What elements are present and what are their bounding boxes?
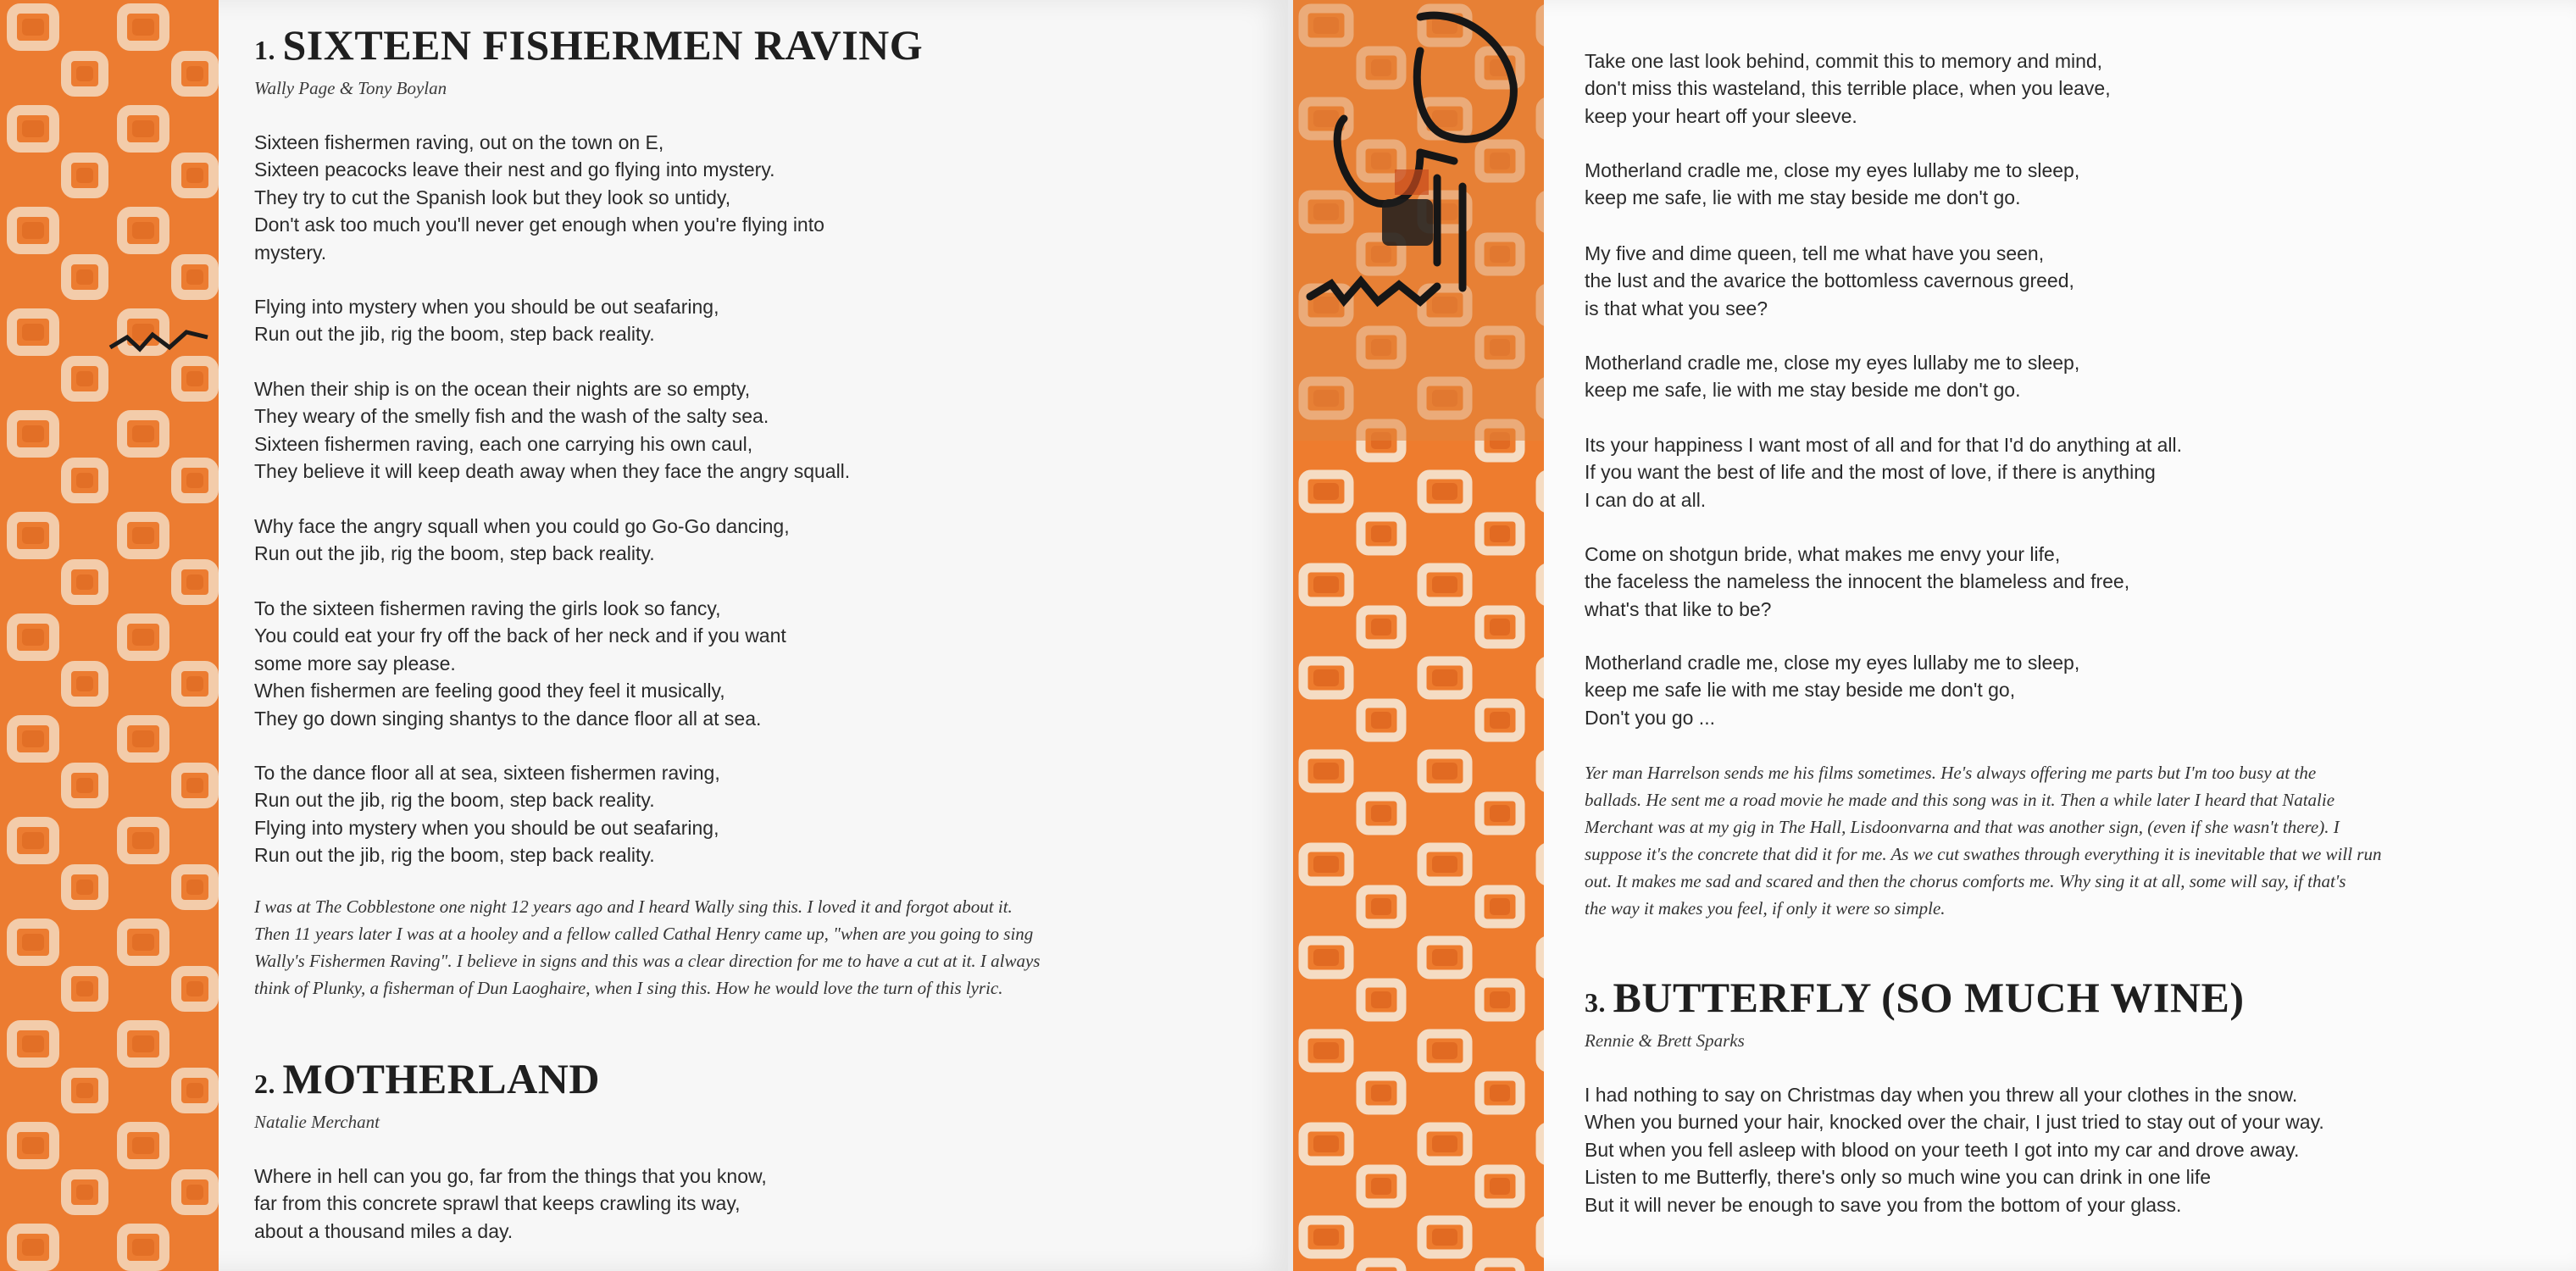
lyric-line: Run out the jib, rig the boom, step back reality.: [254, 789, 655, 812]
lyric-line: Sixteen fishermen raving, out on the town on E,: [254, 131, 664, 153]
lyric-line: the faceless the nameless the innocent the blameless and free,: [1585, 570, 2130, 593]
song2-stanza-3: [1585, 240, 2074, 322]
lyric-line: far from this concrete sprawl that keeps crawling its way,: [254, 1192, 741, 1215]
song1-stanza-4: [254, 513, 790, 568]
song3-header: [1585, 976, 2244, 1052]
song2-chorus-1: [1585, 157, 2079, 212]
song3-name: BUTTERFLY (SO MUCH WINE): [1613, 974, 2245, 1021]
lyric-line: Run out the jib, rig the boom, step back reality.: [254, 844, 655, 867]
lyric-line: Motherland cradle me, close my eyes lullaby me to sleep,: [1585, 159, 2080, 181]
note-line: Wally's Fishermen Raving". I believe in signs and this was a clear direction for me to have a cut at it. I always: [254, 951, 1041, 971]
lyric-line: keep me safe, lie with me stay beside me don't go.: [1585, 379, 2021, 402]
note-line: Yer man Harrelson sends me his films sometimes. He's always offering me parts but I'm too busy at the: [1585, 763, 2317, 783]
lyric-line: some more say please.: [254, 652, 456, 674]
note-line: I was at The Cobblestone one night 12 years ago and I heard Wally sing this. I loved it and forgot about it.: [254, 896, 1013, 917]
lyric-line: Motherland cradle me, close my eyes lullaby me to sleep,: [1585, 652, 2080, 674]
right-decorative-pattern: [1293, 0, 1544, 1271]
right-page: [1293, 0, 2576, 1271]
lyric-line: what's that like to be?: [1585, 597, 1772, 620]
song3-title: [1585, 974, 2245, 1021]
lyric-line: Run out the jib, rig the boom, step back reality.: [254, 323, 655, 346]
note-line: the way it makes you feel, if only it were so simple.: [1585, 898, 1946, 919]
lyric-line: To the dance floor all at sea, sixteen fishermen raving,: [254, 762, 720, 784]
song2-chorus-2: [1585, 349, 2079, 404]
song1-stanza-6: [254, 759, 720, 869]
lyric-line: They weary of the smelly fish and the wash of the salty sea.: [254, 405, 769, 428]
song2-chorus-3: [1585, 649, 2079, 731]
lyric-line: Why face the angry squall when you could go Go-Go dancing,: [254, 515, 790, 537]
song2-liner-note: [1585, 759, 2381, 922]
lyric-line: To the sixteen fishermen raving the girls look so fancy,: [254, 597, 721, 619]
lyric-line: keep me safe, lie with me stay beside me don't go.: [1585, 186, 2021, 209]
left-decorative-pattern: [0, 0, 219, 1271]
song1-header: [254, 21, 924, 99]
note-line: Then 11 years later I was at a hooley and a fellow called Cathal Henry came up, "when are you going to sing: [254, 924, 1034, 944]
lyric-line: don't miss this wasteland, this terrible place, when you leave,: [1585, 77, 2111, 100]
lyric-line: keep me safe lie with me stay beside me don't go,: [1585, 679, 2016, 702]
lyric-line: Its your happiness I want most of all and for that I'd do anything at all.: [1585, 434, 2183, 456]
song1-title: [254, 21, 924, 69]
lyric-line: Where in hell can you go, far from the things that you know,: [254, 1165, 767, 1187]
lyric-line: the lust and the avarice the bottomless cavernous greed,: [1585, 269, 2074, 292]
lyric-line: I had nothing to say on Christmas day when you threw all your clothes in the snow.: [1585, 1084, 2298, 1106]
song1-stanza-2: [254, 293, 719, 348]
lyric-line: But it will never be enough to save you from the bottom of your glass.: [1585, 1193, 2182, 1216]
song1-liner-note: [254, 893, 1040, 1002]
song1-stanza-3: [254, 375, 850, 486]
lyric-line: But when you fell asleep with blood on your teeth I got into my car and drove away.: [1585, 1138, 2300, 1161]
song2-stanza-2: [1585, 47, 2111, 130]
song2-stanza-4: [1585, 431, 2182, 513]
song2-stanza-1: [254, 1163, 767, 1245]
lyric-line: Motherland cradle me, close my eyes lullaby me to sleep,: [1585, 352, 2080, 374]
note-line: suppose it's the concrete that did it for me. As we cut swathes through everything it is inevitable that we will run: [1585, 844, 2382, 864]
lyric-line: mystery.: [254, 241, 327, 264]
note-line: out. It makes me sad and scared and then the chorus comforts me. Why sing it at all, some will say, if that's: [1585, 871, 2346, 891]
lyric-line: Sixteen fishermen raving, each one carrying his own caul,: [254, 432, 753, 455]
lyric-line: Listen to me Butterfly, there's only so much wine you can drink in one life: [1585, 1166, 2212, 1189]
song1-name: SIXTEEN FISHERMEN RAVING: [282, 21, 924, 69]
lyric-line: Don't you go ...: [1585, 706, 1715, 729]
song3-credit: Rennie & Brett Sparks: [1585, 1030, 1745, 1051]
lyric-line: Come on shotgun bride, what makes me envy your life,: [1585, 543, 2061, 565]
song1-credit: Wally Page & Tony Boylan: [254, 78, 447, 98]
lyric-line: Flying into mystery when you should be out seafaring,: [254, 296, 719, 318]
lyric-line: I can do at all.: [1585, 488, 1707, 511]
song2-credit: Natalie Merchant: [254, 1112, 380, 1132]
song1-stanza-5: [254, 595, 786, 732]
lyric-line: When fishermen are feeling good they feel it musically,: [254, 680, 725, 702]
lyric-line: Take one last look behind, commit this to memory and mind,: [1585, 50, 2103, 72]
song2-stanza-5: [1585, 541, 2129, 623]
lyric-line: about a thousand miles a day.: [254, 1219, 514, 1242]
song1-stanza-1: [254, 129, 824, 266]
lyric-line: keep your heart off your sleeve.: [1585, 104, 1857, 127]
lyric-line: When you burned your hair, knocked over the chair, I just tried to stay out of your way.: [1585, 1111, 2324, 1134]
lyric-line: Sixteen peacocks leave their nest and go flying into mystery.: [254, 158, 775, 181]
lyric-line: is that what you see?: [1585, 297, 1768, 319]
lyric-line: They go down singing shantys to the dance floor all at sea.: [254, 707, 762, 730]
lyric-line: Don't ask too much you'll never get enough when you're flying into: [254, 214, 824, 236]
note-line: think of Plunky, a fisherman of Dun Laoghaire, when I sing this. How he would love the turn of this lyric.: [254, 978, 1003, 998]
lyric-line: Run out the jib, rig the boom, step back reality.: [254, 542, 655, 565]
song2-title: [254, 1057, 600, 1100]
lyric-line: When their ship is on the ocean their nights are so empty,: [254, 378, 751, 400]
note-line: ballads. He sent me a road movie he made and this song was in it. Then a while later I heard that Natalie: [1585, 790, 2335, 810]
lyric-line: You could eat your fry off the back of her neck and if you want: [254, 624, 786, 647]
lyric-line: Flying into mystery when you should be out seafaring,: [254, 816, 719, 839]
lyric-line: They try to cut the Spanish look but they look so untidy,: [254, 186, 731, 208]
song3-number: 3.: [1585, 987, 1606, 1018]
lyric-line: If you want the best of life and the most of love, if there is anything: [1585, 461, 2156, 484]
song2-name: MOTHERLAND: [282, 1055, 600, 1102]
lyric-line: They believe it will keep death away when they face the angry squall.: [254, 460, 851, 483]
lyric-line: My five and dime queen, tell me what have you seen,: [1585, 242, 2045, 264]
note-line: Merchant was at my gig in The Hall, Lisdoonvarna and that was another sign, (even if she wasn't there). I: [1585, 817, 2340, 837]
song3-stanza-1: [1585, 1081, 2324, 1218]
song2-header: [254, 1057, 600, 1133]
song2-number: 2.: [254, 1068, 275, 1099]
song1-number: 1.: [254, 35, 275, 65]
